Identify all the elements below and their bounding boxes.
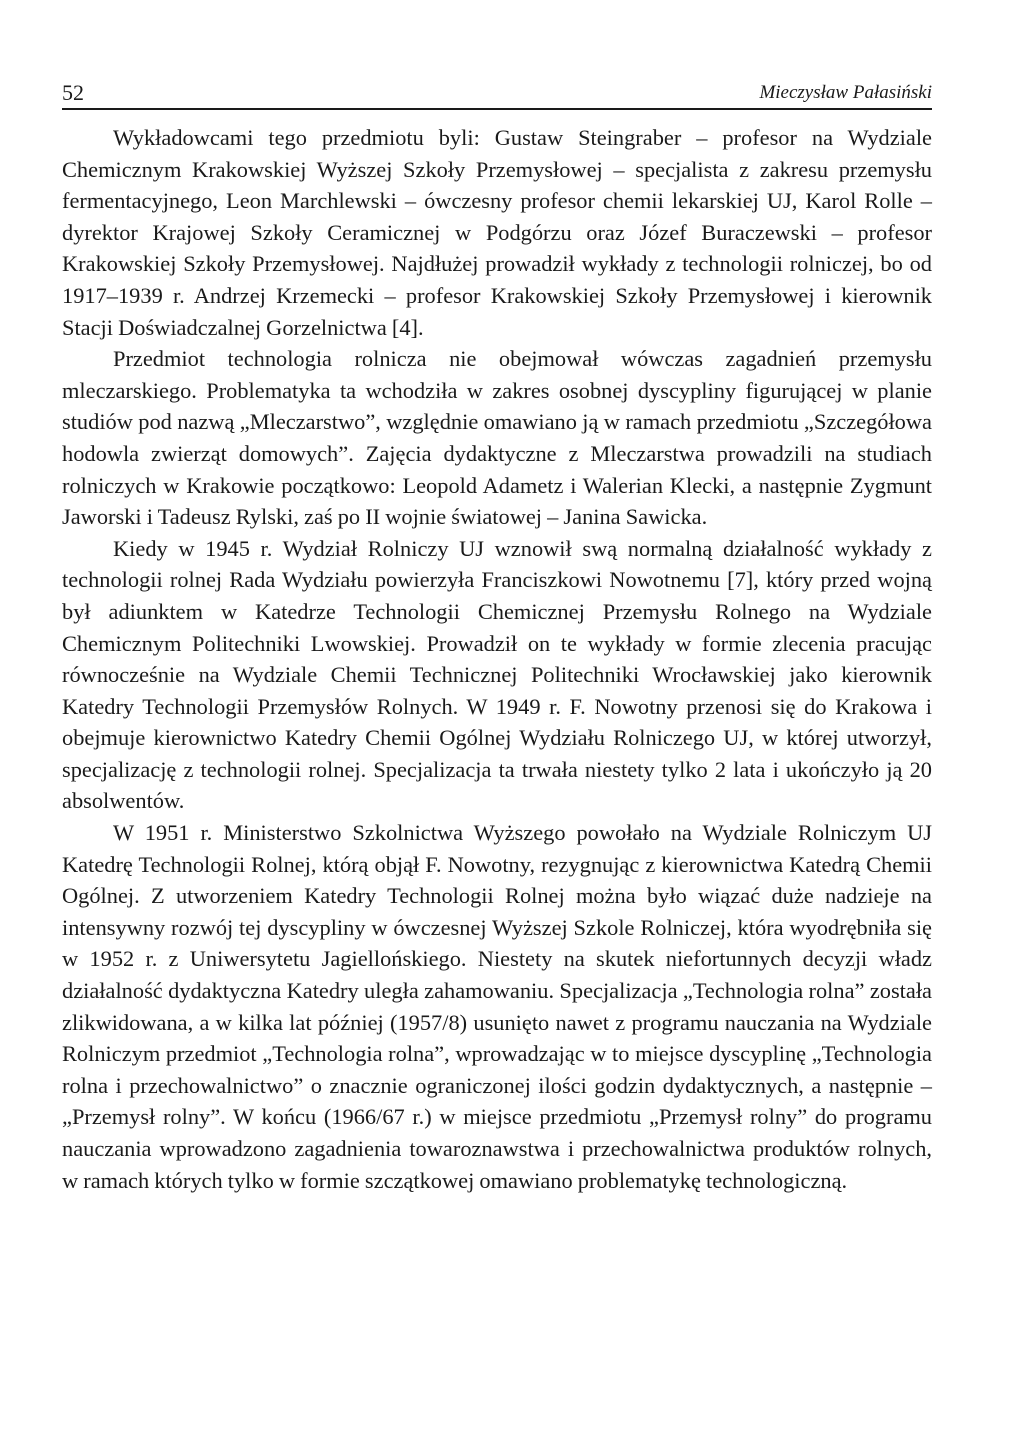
paragraph-lecturers: Wykładowcami tego przedmiotu byli: Gustaw Steingraber – profesor na Wydziale Chemicznym Krakowskiej Wyższej Szkoły Przemysłowej – specjalista z zakresu przemysłu fermentacyjnego, Leon Marchlewski – ówczesny profesor chemii lekarskiej UJ, Karol Rolle – dyrektor Krajowej Szkoły Ceramicznej w Podgórzu oraz Józef Buraczewski – profesor Krakowskiej Szkoły Przemysłowej. Najdłużej prowadził wykłady z technologii rolniczej, bo od 1917–1939 r. Andrzej Krzemecki – profesor Krakowskiej Szkoły Przemysłowej i kierownik Stacji Doświadczalnej Gorzelnictwa [4].: [62, 125, 932, 340]
paragraph-dairy: Przedmiot technologia rolnicza nie obejmował wówczas zagadnień przemysłu mleczarskiego. Problematyka ta wchodziła w zakres osobnej dyscypliny figurującej w planie studiów pod nazwą „Mleczarstwo”, względnie omawiano ją w ramach przedmiotu „Szczegółowa hodowla zwierząt domowych”. Zajęcia dydaktyczne z Mleczarstwa prowadzili na studiach rolniczych w Krakowie początkowo: Leopold Adametz i Walerian Klecki, a następnie Zygmunt Jaworski i Tadeusz Rylski, zaś po II wojnie światowej – Janina Sawicka.: [62, 346, 932, 530]
body-text: [62, 122, 932, 1196]
running-header: [62, 76, 932, 110]
page-number: 52: [62, 80, 84, 105]
paragraph-1945: Kiedy w 1945 r. Wydział Rolniczy UJ wznowił swą normalną działalność wykłady z technologii rolnej Rada Wydziału powierzyła Franciszkowi Nowotnemu [7], który przed wojną był adiunktem w Katedrze Technologii Chemicznej Przemysłu Rolnego na Wydziale Chemicznym Politechniki Lwowskiej. Prowadził on te wykłady w formie zlecenia pracując równocześnie na Wydziale Chemii Technicznej Politechniki Wrocławskiej jako kierownik Katedry Technologii Przemysłów Rolnych. W 1949 r. F. Nowotny przenosi się do Krakowa i obejmuje kierownictwo Katedry Chemii Ogólnej Wydziału Rolniczego UJ, w której utworzył, specjalizację z technologii rolnej. Specjalizacja ta trwała niestety tylko 2 lata i ukończyło ją 20 absolwentów.: [62, 535, 932, 814]
paragraph-1951: W 1951 r. Ministerstwo Szkolnictwa Wyższego powołało na Wydziale Rolniczym UJ Katedrę Technologii Rolnej, którą objął F. Nowotny, rezygnując z kierownictwa Katedrą Chemii Ogólnej. Z utworzeniem Katedry Technologii Rolnej można było wiązać duże nadzieje na intensywny rozwój tej dyscypliny w ówczesnej Wyższej Szkole Rolniczej, która wyodrębniła się w 1952 r. z Uniwersytetu Jagiellońskiego. Niestety na skutek niefortunnych decyzji władz działalność dydaktyczna Katedry uległa zahamowaniu. Specjalizacja „Technologia rolna” została zlikwidowana, a w kilka lat później (1957/8) usunięto nawet z programu nauczania na Wydziale Rolniczym przedmiot „Technologia rolna”, wprowadzając w to miejsce dyscyplinę „Technologia rolna i przechowalnictwo” o znacznie ograniczonej ilości godzin dydaktycznych, a następnie – „Przemysł rolny”. W końcu (1966/67 r.) w miejsce przedmiotu „Przemysł rolny” do programu nauczania wprowadzono zagadnienia towaroznawstwa i przechowalnictwa produktów rolnych, w ramach których tylko w formie szczątkowej omawiano problematykę technologiczną.: [62, 820, 932, 1193]
document-page: [62, 0, 962, 1437]
running-header-author: Mieczysław Pałasiński: [759, 82, 932, 103]
